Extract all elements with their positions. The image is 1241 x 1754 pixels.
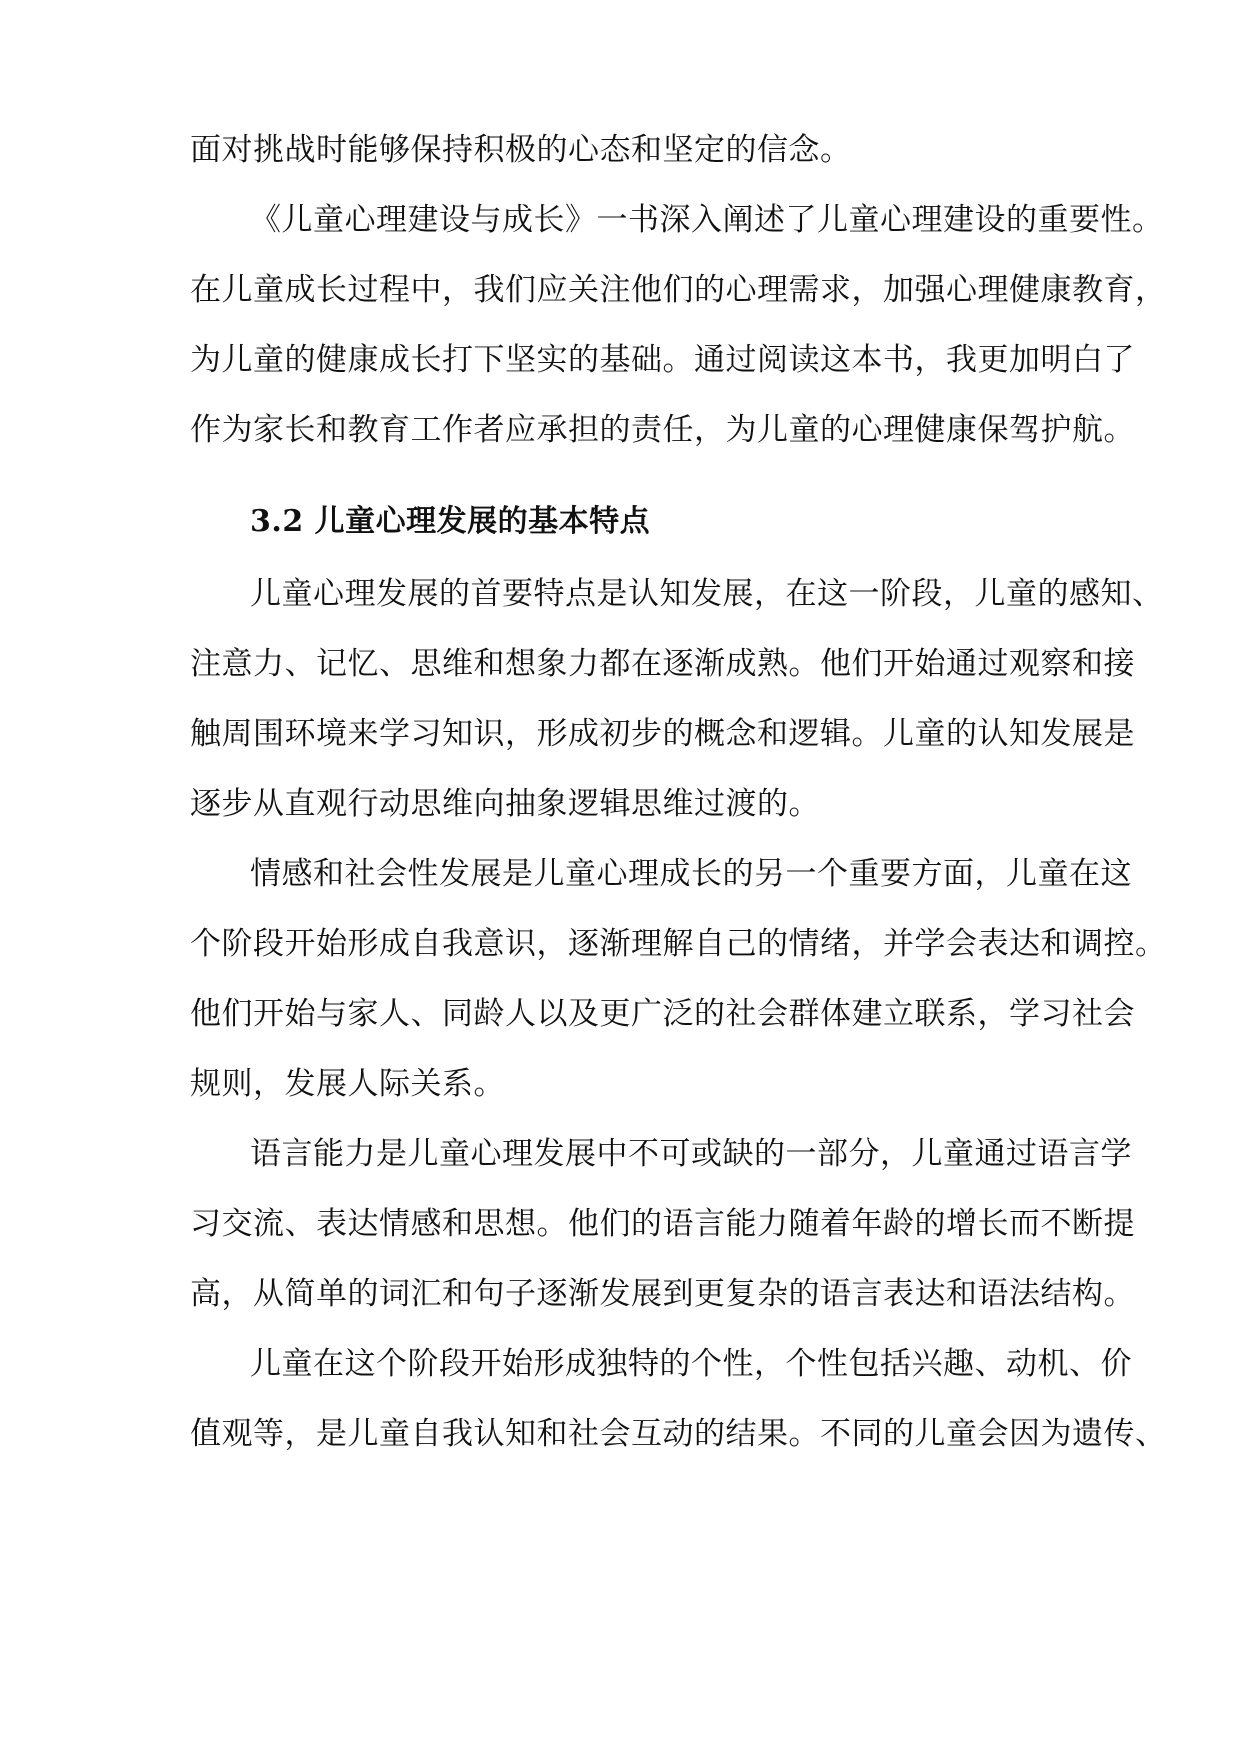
section-heading: 3.2 儿童心理发展的基本特点 [250, 504, 651, 539]
text-line-18: 值观等，是儿童自我认知和社会互动的结果。不同的儿童会因为遗传、 [190, 1416, 1167, 1452]
text-line-13: 规则，发展人际关系。 [190, 1066, 505, 1102]
text-line-10: 情感和社会性发展是儿童心理成长的另一个重要方面，儿童在这 [250, 856, 1132, 892]
text-line-12: 他们开始与家人、同龄人以及更广泛的社会群体建立联系，学习社会 [190, 996, 1135, 1032]
text-line-17: 儿童在这个阶段开始形成独特的个性，个性包括兴趣、动机、价 [250, 1346, 1132, 1382]
text-line-5: 作为家长和教育工作者应承担的责任，为儿童的心理健康保驾护航。 [190, 412, 1135, 448]
text-line-8: 触周围环境来学习知识，形成初步的概念和逻辑。儿童的认知发展是 [190, 716, 1135, 752]
text-line-2: 《儿童心理建设与成长》一书深入阐述了儿童心理建设的重要性。 [250, 202, 1164, 238]
text-line-4: 为儿童的健康成长打下坚实的基础。通过阅读这本书，我更加明白了 [190, 342, 1135, 378]
text-line-6: 儿童心理发展的首要特点是认知发展，在这一阶段，儿童的感知、 [250, 576, 1164, 612]
text-line-3: 在儿童成长过程中，我们应关注他们的心理需求，加强心理健康教育， [190, 272, 1167, 308]
text-line-11: 个阶段开始形成自我意识，逐渐理解自己的情绪，并学会表达和调控。 [190, 926, 1167, 962]
text-line-15: 习交流、表达情感和思想。他们的语言能力随着年龄的增长而不断提 [190, 1206, 1135, 1242]
text-line-16: 高，从简单的词汇和句子逐渐发展到更复杂的语言表达和语法结构。 [190, 1276, 1135, 1312]
text-line-14: 语言能力是儿童心理发展中不可或缺的一部分，儿童通过语言学 [250, 1136, 1132, 1172]
text-line-7: 注意力、记忆、思维和想象力都在逐渐成熟。他们开始通过观察和接 [190, 646, 1135, 682]
text-line-9: 逐步从直观行动思维向抽象逻辑思维过渡的。 [190, 786, 820, 822]
text-line-1: 面对挑战时能够保持积极的心态和坚定的信念。 [190, 132, 852, 168]
